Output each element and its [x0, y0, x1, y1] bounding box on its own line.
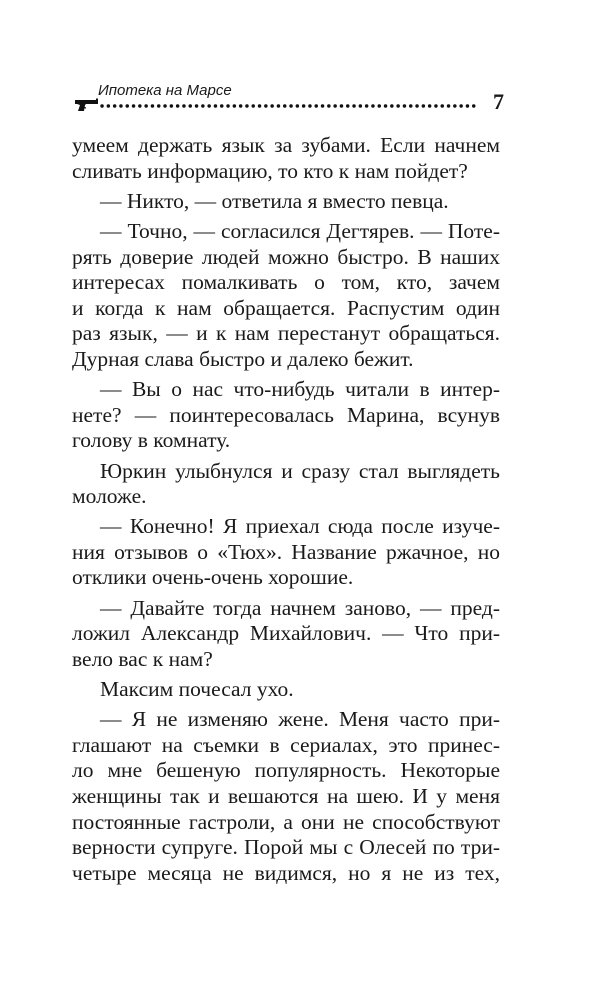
text-line: — Конечно! Я приехал сюда после изуче-	[100, 514, 500, 539]
text-line: раз язык, — и к нам перестанут обращаться.	[72, 321, 500, 346]
text-line: голову в комнату.	[72, 428, 231, 453]
paragraph	[72, 596, 500, 673]
text-line: постоянные гастроли, а они не способствуют	[72, 809, 500, 834]
text-line: интересах помалкивать о том, кто, зачем	[72, 270, 500, 295]
text-line: — Я не изменяю жене. Меня часто при-	[100, 707, 500, 732]
text-line: ния отзывов о «Тюх». Название ржачное, но	[72, 539, 500, 564]
running-header	[74, 82, 504, 122]
paragraph	[72, 133, 500, 184]
paragraph	[72, 707, 500, 886]
text-line: четыре месяца не видимся, но я не из тех,	[72, 860, 500, 885]
text-line: — Вы о нас что-нибудь читали в интер-	[100, 377, 500, 402]
dotted-leader	[100, 103, 480, 109]
text-line: моложе.	[72, 484, 147, 509]
book-title: Ипотека на Марсе	[98, 82, 232, 99]
text-line: вело вас к нам?	[72, 646, 213, 671]
pistol-icon	[74, 97, 100, 113]
text-line: глашают на съемки в сериалах, это принес-	[72, 732, 500, 757]
text-line: сливать информацию, то кто к нам пойдет?	[72, 158, 468, 183]
text-line: ло мне бешеную популярность. Некоторые	[72, 758, 500, 783]
text-line: женщины так и вешаются на шею. И у меня	[72, 784, 500, 808]
text-line: и когда к нам обращается. Распустим один	[72, 295, 500, 320]
text-line: — Давайте тогда начнем заново, — пред-	[100, 595, 500, 620]
text-line: — Точно, — согласился Дегтярев. — Поте-	[100, 218, 500, 243]
text-line: верности супруге. Порой мы с Олесей по три-	[72, 835, 500, 860]
paragraph	[72, 219, 500, 373]
paragraph	[72, 377, 500, 454]
text-line: нете? — поинтересовалась Марина, всунув	[72, 402, 500, 427]
text-line: ложил Александр Михайлович. — Что при-	[72, 621, 500, 646]
text-line: умеем держать язык за зубами. Если начнем	[72, 133, 500, 157]
text-line: рять доверие людей можно быстро. В наших	[72, 244, 500, 269]
paragraph	[72, 459, 500, 510]
text-line: Максим почесал ухо.	[100, 677, 294, 702]
paragraph	[72, 189, 500, 215]
body-text	[72, 133, 500, 886]
page-number: 7	[493, 89, 504, 114]
paragraph	[72, 514, 500, 591]
text-line: Дурная слава быстро и далеко бежит.	[72, 346, 414, 371]
paragraph	[72, 677, 500, 703]
text-line: Юркин улыбнулся и сразу стал выглядеть	[100, 458, 500, 483]
text-line: — Никто, — ответила я вместо певца.	[100, 188, 449, 213]
text-line: отклики очень-очень хорошие.	[72, 565, 354, 590]
